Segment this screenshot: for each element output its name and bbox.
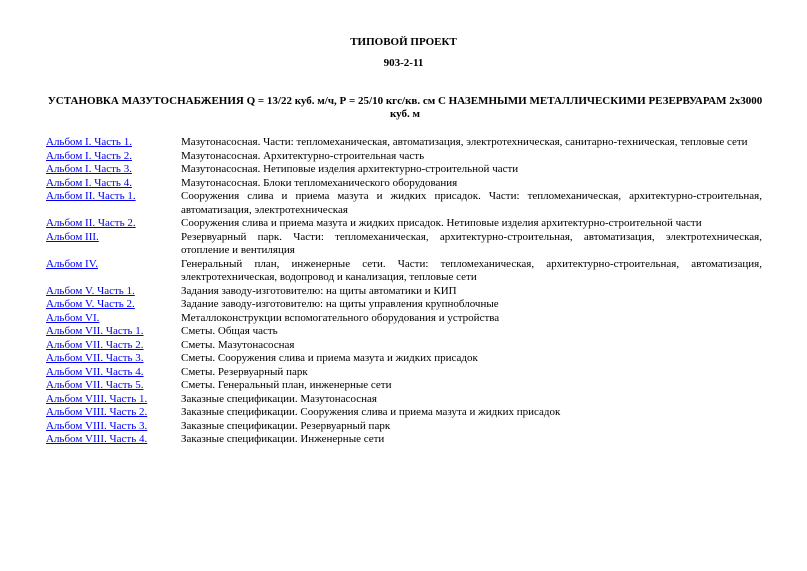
album-link[interactable]: Альбом II. Часть 1. xyxy=(46,190,136,202)
album-link[interactable]: Альбом V. Часть 2. xyxy=(46,298,135,310)
album-link[interactable]: Альбом III. xyxy=(46,230,99,243)
album-description: Сметы. Общая часть xyxy=(181,325,278,337)
album-link[interactable]: Альбом VII. Часть 1. xyxy=(46,325,144,337)
list-item xyxy=(46,258,762,285)
album-link[interactable]: Альбом VIII. Часть 3. xyxy=(46,419,148,432)
album-description: Мазутонасосная. Нетиповые изделия архитектурно-строительной части xyxy=(181,163,519,175)
album-link[interactable]: Альбом I. Часть 4. xyxy=(46,176,132,189)
album-link[interactable]: Альбом VII. Часть 3. xyxy=(46,352,144,364)
album-link[interactable]: Альбом VIII. Часть 1. xyxy=(46,392,148,405)
list-item xyxy=(46,190,762,217)
list-item xyxy=(46,393,762,407)
album-link[interactable]: Альбом VIII. Часть 2. xyxy=(46,406,148,418)
album-link[interactable]: Альбом VII. Часть 5. xyxy=(46,379,144,391)
album-description: Сметы. Резервуарный парк xyxy=(181,365,308,378)
album-description: Задания заводу-изготовителю: на щиты автоматики и КИП xyxy=(181,284,457,297)
album-description: Металлоконструкции вспомогательного оборудования и устройства xyxy=(181,311,500,324)
list-item xyxy=(46,298,762,312)
album-description: Сметы. Мазутонасосная xyxy=(181,338,295,351)
album-description: Заказные спецификации. Резервуарный парк xyxy=(181,419,391,432)
list-item xyxy=(46,366,762,380)
album-description: Мазутонасосная. Блоки тепломеханического оборудования xyxy=(181,176,458,189)
album-link[interactable]: Альбом IV. xyxy=(46,257,98,270)
list-item xyxy=(46,217,762,231)
album-description: Сооружения слива и приема мазута и жидких присадок. Части: тепломеханическая, архитектурно-строительная, автоматизация, электротехническая xyxy=(181,190,762,216)
album-link[interactable]: Альбом VI. xyxy=(46,311,100,324)
album-description: Задание заводу-изготовителю: на щиты управления крупноблочные xyxy=(181,298,499,310)
album-description: Заказные спецификации. Мазутонасосная xyxy=(181,392,377,405)
list-item xyxy=(46,433,762,447)
album-link[interactable]: Альбом I. Часть 1. xyxy=(46,136,132,148)
album-link[interactable]: Альбом I. Часть 3. xyxy=(46,163,132,175)
album-description: Сметы. Генеральный план, инженерные сети xyxy=(181,379,392,391)
list-item xyxy=(46,420,762,434)
album-link[interactable]: Альбом II. Часть 2. xyxy=(46,217,136,229)
album-description: Сметы. Сооружения слива и приема мазута и жидких присадок xyxy=(181,352,478,364)
album-link[interactable]: Альбом VII. Часть 2. xyxy=(46,338,144,351)
list-item xyxy=(46,406,762,420)
list-item xyxy=(46,339,762,353)
project-type-heading: ТИПОВОЙ ПРОЕКТ xyxy=(350,36,457,48)
album-link[interactable]: Альбом V. Часть 1. xyxy=(46,284,135,297)
album-description: Мазутонасосная. Архитектурно-строительная часть xyxy=(181,149,425,162)
list-item xyxy=(46,325,762,339)
list-item xyxy=(46,177,762,191)
list-item xyxy=(46,285,762,299)
album-link[interactable]: Альбом I. Часть 2. xyxy=(46,149,132,162)
list-item xyxy=(46,312,762,326)
album-description: Сооружения слива и приема мазута и жидких присадок. Нетиповые изделия архитектурно-строительной части xyxy=(181,217,702,229)
list-item xyxy=(46,379,762,393)
page-title: УСТАНОВКА МАЗУТОСНАБЖЕНИЯ Q = 13/22 куб. м/ч, Р = 25/10 кгс/кв. см С НАЗЕМНЫМИ МЕТАЛЛИЧЕСКИМИ РЕЗЕРВУАРАМ 2х3000 куб. м xyxy=(47,95,763,120)
list-item xyxy=(46,136,762,150)
project-number: 903-2-11 xyxy=(383,57,424,69)
album-list xyxy=(46,136,762,447)
list-item xyxy=(46,352,762,366)
album-description: Генеральный план, инженерные сети. Части: тепломеханическая, архитектурно-строительная, автоматизация, электротехническая, водопровод и канализация, тепловые сети xyxy=(181,257,762,283)
list-item xyxy=(46,150,762,164)
album-description: Заказные спецификации. Инженерные сети xyxy=(181,433,385,445)
album-link[interactable]: Альбом VII. Часть 4. xyxy=(46,365,144,378)
album-description: Мазутонасосная. Части: тепломеханическая, автоматизация, электротехническая, санитарно-техническая, тепловые сети xyxy=(181,136,748,148)
list-item xyxy=(46,231,762,258)
album-description: Заказные спецификации. Сооружения слива и приема мазута и жидких присадок xyxy=(181,406,561,418)
list-item xyxy=(46,163,762,177)
album-description: Резервуарный парк. Части: тепломеханическая, архитектурно-строительная, автоматизация, электротехническая, отопление и вентиляция xyxy=(181,230,762,256)
album-link[interactable]: Альбом VIII. Часть 4. xyxy=(46,433,148,445)
